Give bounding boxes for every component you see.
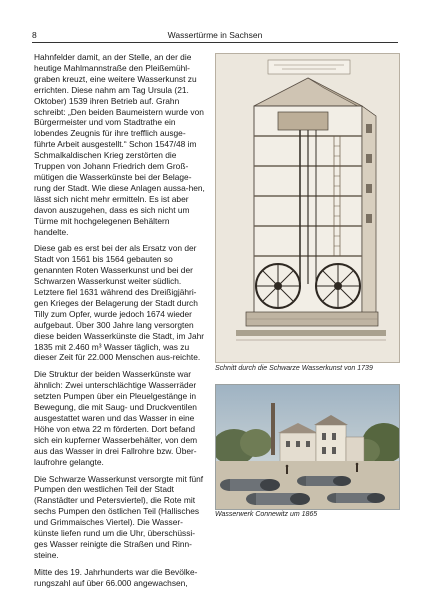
paragraph: Hahnfelder damit, an der Stelle, an der die heutige Mahlmannstraße den Pleißemühl-graben kreuzt, eine weitere Wasserkunst zu errichten. Diese nahm am Tag Ursula (21. Oktober) 1539 ihren Betrieb auf. Grahn schreibt: „Den beiden Baumeistern wurde von Bürgermeister und vom Stadtrathe ein lobendes Zeugnis für ihre trefflich ausge-führte Arbeit ausgestellt.“ Schon 1547/48 im Schmalkaldischen Krieg zerstörten die Truppen von Johann Friedrich dem Groß-mütigen die Wasserkünste bei der Belage-rung der Stadt. Wie diese Anlagen aussa-hen, lässt sich nicht mehr ermitteln. Es ist aber davon auszugehen, dass es sich nicht um Türme mit hochgelegenen Behältern handelte. <box>34 52 205 237</box>
figure-caption: Wasserwerk Connewitz um 1865 <box>215 511 318 518</box>
page-number: 8 <box>32 30 37 40</box>
running-title: Wassertürme in Sachsen <box>167 30 263 40</box>
tower-section-drawing <box>215 53 400 363</box>
paragraph: Mitte des 19. Jahrhunderts war die Bevölke-rungszahl auf über 66.000 angewachsen, <box>34 566 198 588</box>
paragraph: Die Struktur der beiden Wasserkünste war ähnlich: Zwei unterschlächtige Wasserräder setzten Pumpen über ein Pleuelgestänge in Bewegung, die mit Saug- und Druckventilen ausgestattet waren und das Wasser in eine Höhe von etwa 22 m förderten. Dort befand sich ein kupferner Wasserbehälter, von dem aus das Wasser in drei Fallrohre bzw. Über-laufrohre gelangte. <box>34 369 198 467</box>
paragraph: Die Schwarze Wasserkunst versorgte mit fünf Pumpen den westlichen Teil der Stadt (Ranstädter und Petersviertel), die Rote mit sechs Pumpen den östlichen Teil (Hallisches und Grimmaisches Viertel). Die Wasser-künste liefen rund um die Uhr, überschüssi-ges Wasser reinigte die Straßen und Rinn-steine. <box>34 473 204 560</box>
figure-caption: Schnitt durch die Schwarze Wasserkunst von 1739 <box>215 365 373 372</box>
text-column <box>34 52 206 595</box>
waterworks-painting <box>215 384 400 510</box>
paragraph: Diese gab es erst bei der als Ersatz von der Stadt von 1561 bis 1564 gebauten so genannten Roten Wasserkunst und bei der Schwarzen Wasserkunst weiter südlich. Letztere fiel 1631 während des Dreißigjähri-gen Krieges der Belagerung der Stadt durch Tilly zum Opfer, wurde jedoch 1674 wieder aufgebaut. Über 300 Jahre lang versorgten diese beiden Wasserkünste die Stadt, im Jahr 1835 mit 2.460 m³ Wasser täglich, was zu dieser Zeit für 22.000 Menschen aus-reichte. <box>34 243 205 363</box>
header-rule <box>32 42 398 43</box>
